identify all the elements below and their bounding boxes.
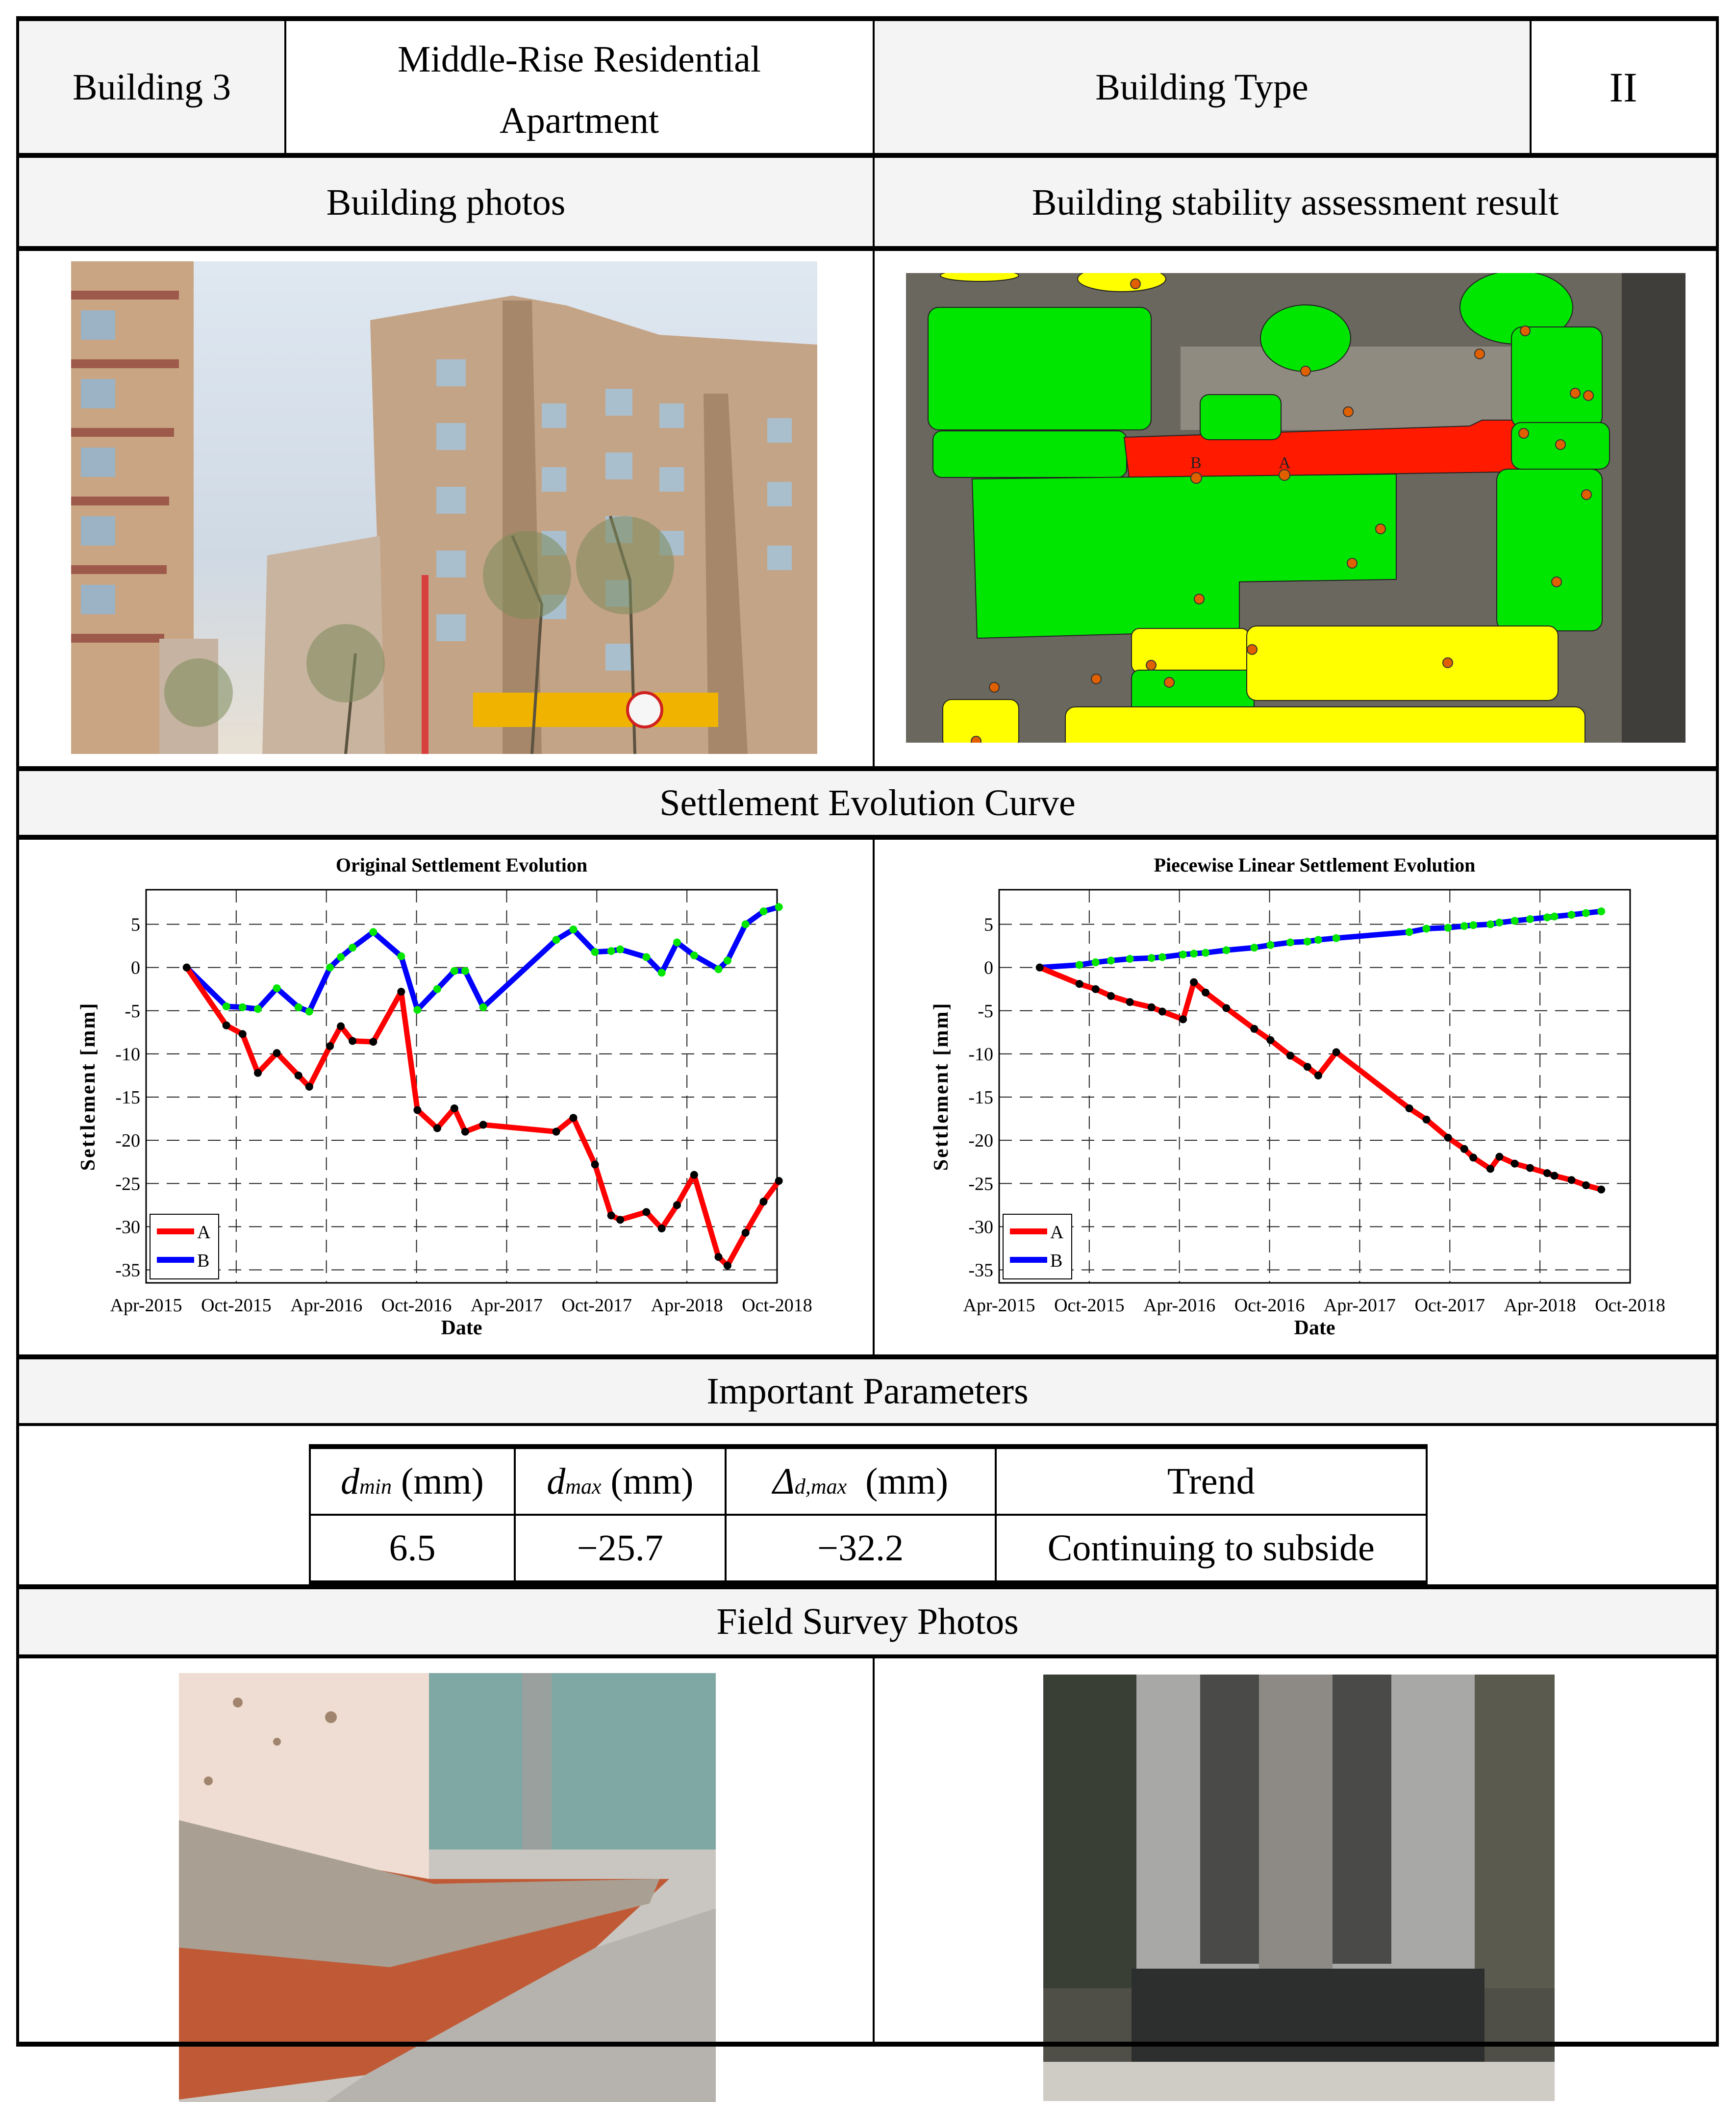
y-tick-label: 5 (984, 914, 993, 935)
data-point (1222, 1004, 1230, 1012)
data-point (479, 1003, 487, 1011)
data-point (369, 928, 377, 936)
building-type-value: II (1609, 63, 1637, 111)
data-point (616, 1216, 624, 1224)
data-point (461, 1128, 469, 1136)
data-point (1511, 1160, 1519, 1168)
data-point (1486, 921, 1494, 928)
params-title: Important Parameters (706, 1370, 1029, 1412)
divider (873, 840, 875, 1355)
data-point (1422, 925, 1430, 932)
data-point (451, 1104, 458, 1112)
data-point (254, 1005, 262, 1013)
data-point (305, 1008, 313, 1016)
data-point (337, 1022, 345, 1030)
y-tick-label: -20 (968, 1130, 993, 1151)
rule (16, 1423, 1719, 1426)
x-tick-label: Oct-2018 (1595, 1295, 1665, 1316)
point-b-marker (1191, 473, 1202, 483)
data-point (1526, 915, 1534, 923)
data-point (1092, 985, 1100, 993)
building-label: Building 3 (72, 66, 231, 108)
divider (873, 21, 875, 154)
building-label-cell (19, 21, 284, 153)
building-type-label: Building Type (1095, 66, 1308, 108)
data-point (1469, 921, 1477, 929)
x-tick-label: Apr-2018 (651, 1295, 723, 1316)
data-point (273, 1049, 281, 1057)
piecewise-settlement-chart (922, 843, 1716, 1353)
series-line-B (187, 907, 779, 1011)
legend-label: A (197, 1222, 211, 1243)
data-point (433, 1124, 441, 1132)
data-point (724, 957, 731, 965)
assessment-title: Building stability assessment result (1032, 181, 1559, 223)
building-type-label-cell (874, 21, 1530, 153)
divider (284, 21, 286, 154)
data-point (1158, 1008, 1166, 1016)
data-point (397, 952, 405, 960)
dmin-header: dmin (mm) (310, 1447, 515, 1515)
field-title: Field Survey Photos (716, 1601, 1019, 1643)
data-point (1266, 1036, 1274, 1044)
y-tick-label: -25 (115, 1174, 140, 1195)
trend-value: Continuing to subside (996, 1515, 1427, 1583)
data-point (1597, 1186, 1605, 1194)
data-point (724, 1262, 731, 1270)
data-point (1495, 919, 1503, 926)
data-point (1250, 1025, 1258, 1033)
data-point (673, 939, 681, 947)
building-name-cell (286, 21, 873, 153)
x-tick-label: Apr-2015 (110, 1295, 182, 1316)
data-point (433, 985, 441, 993)
data-point (1406, 1104, 1413, 1112)
y-tick-label: -15 (968, 1087, 993, 1108)
field-header-cell (19, 1589, 1716, 1654)
data-point (673, 1201, 681, 1209)
y-axis-label: Settlement [mm] (930, 1001, 953, 1171)
data-point (1486, 1165, 1494, 1173)
data-point (1202, 989, 1209, 997)
x-tick-label: Apr-2015 (963, 1295, 1035, 1316)
data-point (1190, 978, 1198, 986)
data-point (742, 1229, 750, 1237)
y-tick-label: -10 (115, 1044, 140, 1065)
data-point (1148, 1003, 1156, 1011)
data-point (1314, 936, 1322, 944)
x-tick-label: Oct-2015 (201, 1295, 272, 1316)
data-point (690, 1171, 698, 1179)
divider (1530, 21, 1532, 154)
y-tick-label: -30 (115, 1217, 140, 1238)
data-point (591, 948, 599, 956)
data-point (1582, 1181, 1590, 1189)
data-point (1202, 949, 1209, 957)
data-point (714, 1253, 722, 1261)
parameters-value-row (310, 1515, 1427, 1583)
y-tick-label: -20 (115, 1130, 140, 1151)
curve-title: Settlement Evolution Curve (659, 782, 1076, 824)
data-point (326, 1042, 334, 1050)
data-point (607, 1212, 615, 1220)
data-point (1422, 1116, 1430, 1124)
data-point (239, 1003, 247, 1011)
frame-right (1716, 16, 1719, 2046)
photos-title: Building photos (326, 181, 566, 223)
legend-label: B (1050, 1251, 1063, 1271)
data-point (1304, 938, 1311, 946)
data-point (349, 944, 356, 951)
data-point (461, 967, 469, 975)
building-name-line1: Middle-Rise Residential (398, 38, 761, 80)
trend-header: Trend (996, 1447, 1427, 1515)
x-tick-label: Oct-2015 (1054, 1295, 1125, 1316)
data-point (616, 946, 624, 953)
x-axis-label: Date (1294, 1317, 1335, 1339)
x-tick-label: Apr-2016 (290, 1295, 363, 1316)
data-point (1107, 957, 1115, 965)
data-point (1406, 928, 1413, 936)
building-photo (71, 261, 817, 754)
rule (16, 1654, 1719, 1658)
data-point (273, 984, 281, 992)
data-point (1333, 934, 1340, 942)
frame-left (16, 16, 19, 2046)
data-point (397, 988, 405, 996)
building-photo-illustration (71, 261, 817, 754)
dmax-header: dmax (mm) (515, 1447, 726, 1515)
delta-dmax-value: −32.2 (726, 1515, 996, 1583)
data-point (413, 1106, 421, 1114)
data-point (1126, 955, 1134, 963)
data-point (223, 1002, 230, 1010)
legend-label: A (1050, 1222, 1064, 1243)
data-point (759, 907, 767, 915)
data-point (1222, 946, 1230, 954)
data-point (642, 953, 650, 961)
assessment-header-cell (875, 158, 1716, 247)
data-point (1286, 1051, 1294, 1059)
y-tick-label: -25 (968, 1174, 993, 1195)
data-point (1551, 1172, 1559, 1179)
data-point (1333, 1048, 1340, 1056)
data-point (1495, 1153, 1503, 1161)
parameters-table (309, 1444, 1428, 1585)
data-point (690, 951, 698, 959)
data-point (569, 1114, 577, 1122)
data-point (1158, 953, 1166, 961)
data-point (1190, 950, 1198, 957)
data-point (1076, 980, 1083, 988)
params-header-cell (19, 1359, 1716, 1423)
data-point (1304, 1063, 1311, 1071)
building-type-value-cell (1531, 21, 1716, 153)
data-point (1286, 939, 1294, 947)
y-axis-label: Settlement [mm] (77, 1001, 100, 1171)
data-point (1148, 954, 1156, 962)
stability-map-overlay (906, 273, 1686, 743)
x-tick-label: Apr-2016 (1143, 1295, 1216, 1316)
data-point (1107, 992, 1115, 1000)
data-point (1526, 1164, 1534, 1172)
data-point (183, 964, 191, 972)
data-point (1266, 941, 1274, 949)
data-point (775, 1177, 783, 1185)
rule (16, 246, 1719, 251)
y-tick-label: -5 (125, 1001, 140, 1022)
data-point (1250, 944, 1258, 951)
data-point (413, 1006, 421, 1014)
data-point (607, 947, 615, 955)
data-point (1092, 958, 1100, 966)
chart-title: Piecewise Linear Settlement Evolution (1154, 854, 1476, 876)
x-tick-label: Oct-2018 (742, 1295, 812, 1316)
dmax-value: −25.7 (515, 1515, 726, 1583)
data-point (658, 969, 666, 976)
data-point (1543, 1169, 1551, 1177)
y-tick-label: 0 (984, 957, 993, 978)
x-tick-label: Apr-2017 (1323, 1295, 1396, 1316)
dmin-value: 6.5 (310, 1515, 515, 1583)
data-point (1179, 1015, 1187, 1023)
y-tick-label: -5 (978, 1001, 993, 1022)
data-point (1036, 964, 1044, 972)
legend-label: B (197, 1251, 210, 1271)
data-point (1582, 909, 1590, 917)
data-point (254, 1069, 262, 1077)
data-point (223, 1022, 230, 1029)
data-point (349, 1037, 356, 1045)
data-point (759, 1198, 767, 1205)
y-tick-label: -35 (968, 1260, 993, 1281)
data-point (553, 1128, 560, 1136)
data-point (714, 965, 722, 973)
data-point (1469, 1153, 1477, 1161)
data-point (1460, 922, 1468, 930)
y-tick-label: -15 (115, 1087, 140, 1108)
data-point (1444, 1134, 1452, 1142)
data-point (295, 1003, 302, 1011)
photos-header-cell (19, 158, 873, 247)
divider (873, 1658, 875, 2046)
data-point (326, 964, 334, 972)
data-point (1314, 1072, 1322, 1079)
data-point (775, 903, 783, 911)
data-point (1444, 924, 1452, 932)
data-point (1460, 1145, 1468, 1153)
data-point (1511, 917, 1519, 925)
data-point (239, 1030, 247, 1038)
data-point (1543, 913, 1551, 921)
data-point (1179, 951, 1187, 958)
building-name-line2: Apartment (499, 100, 659, 142)
data-point (369, 1038, 377, 1046)
chart-legend (1003, 1214, 1072, 1279)
y-tick-label: 5 (131, 914, 140, 935)
data-point (337, 953, 345, 961)
x-axis-label: Date (441, 1317, 482, 1339)
field-photo-column (1043, 1675, 1555, 2101)
point-a-label: A (1279, 454, 1291, 472)
x-tick-label: Apr-2018 (1504, 1295, 1576, 1316)
original-settlement-chart (69, 843, 863, 1353)
chart-legend (150, 1214, 219, 1279)
rule (16, 835, 1719, 840)
point-b-label: B (1190, 454, 1202, 472)
rule (16, 153, 1719, 158)
data-point (1597, 907, 1605, 915)
data-point (1567, 1176, 1575, 1184)
data-point (553, 936, 560, 944)
data-point (569, 926, 577, 933)
data-point (642, 1208, 650, 1216)
y-tick-label: 0 (131, 957, 140, 978)
data-point (591, 1161, 599, 1169)
data-point (1551, 913, 1559, 921)
data-point (479, 1121, 487, 1128)
delta-dmax-header: Δd,max (mm) (726, 1447, 996, 1515)
rule (16, 2042, 1719, 2047)
data-point (1126, 998, 1134, 1006)
y-tick-label: -10 (968, 1044, 993, 1065)
data-point (305, 1083, 313, 1091)
data-point (742, 921, 750, 928)
data-point (451, 967, 458, 975)
data-point (658, 1225, 666, 1232)
x-tick-label: Oct-2017 (1414, 1295, 1485, 1316)
data-point (1567, 911, 1575, 919)
x-tick-label: Apr-2017 (470, 1295, 543, 1316)
series-line-A (187, 968, 779, 1266)
parameters-header-row (310, 1447, 1427, 1515)
field-photo-crack (179, 1673, 716, 2102)
data-point (1076, 961, 1083, 969)
y-tick-label: -30 (968, 1217, 993, 1238)
rule (16, 16, 1719, 21)
curve-header-cell (19, 771, 1716, 835)
y-tick-label: -35 (115, 1260, 140, 1281)
x-tick-label: Oct-2016 (381, 1295, 452, 1316)
chart-title: Original Settlement Evolution (335, 854, 588, 876)
data-point (295, 1072, 302, 1079)
x-tick-label: Oct-2016 (1234, 1295, 1305, 1316)
x-tick-label: Oct-2017 (561, 1295, 632, 1316)
